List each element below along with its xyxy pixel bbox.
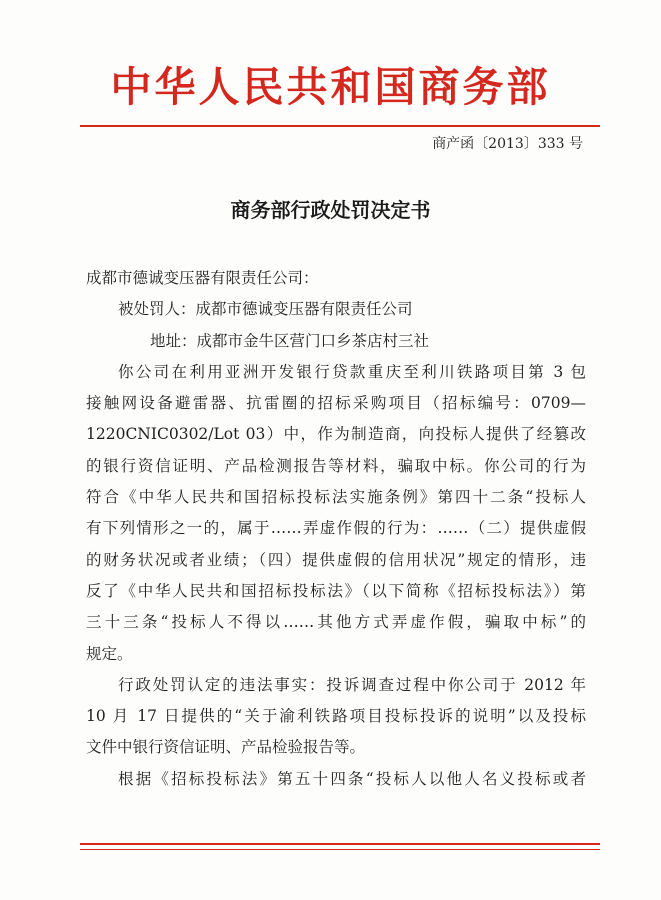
footer-red-rule-thin: [80, 849, 600, 850]
body-paragraph-line: 规定。: [86, 644, 133, 663]
body-paragraph-line: 接触网设备避雷器、抗雷圈的招标采购项目（招标编号：0709—: [86, 394, 586, 413]
body-paragraph-line: 符合《中华人民共和国招标投标法实施条例》第四十二条“投标人: [86, 488, 586, 507]
body-paragraph-line: 1220CNIC0302/Lot 03）中，作为制造商，向投标人提供了经篡改: [86, 425, 586, 444]
body-paragraph-line: 你公司在利用亚洲开发银行贷款重庆至利川铁路项目第 3 包: [118, 362, 586, 381]
ministry-header: 中华人民共和国商务部: [110, 63, 551, 111]
document-number: 商产函〔2013〕333 号: [432, 136, 583, 152]
basis-paragraph-line: 根据《招标投标法》第五十四条“投标人以他人名义投标或者: [118, 769, 586, 788]
body-paragraph-line: 有下列情形之一的，属于……弄虚作假的行为：……（二）提供虚假: [86, 519, 586, 538]
body-paragraph-line: 三十三条“投标人不得以……其他方式弄虚作假，骗取中标”的: [86, 613, 586, 632]
body-paragraph-line: 的财务状况或者业绩；（四）提供虚假的信用状况”规定的情形，违: [86, 550, 586, 569]
facts-paragraph-line: 行政处罚认定的违法事实：投诉调查过程中你公司于 2012 年: [118, 675, 586, 694]
document-body: [86, 263, 586, 795]
header-red-rule: [80, 125, 600, 127]
body-paragraph-line: 反了《中华人民共和国招标投标法》（以下简称《招标投标法》）第: [86, 581, 586, 600]
address-line: 地址：成都市金牛区营门口乡茶店村三社: [150, 331, 430, 350]
penalized-party-line: 被处罚人：成都市德诚变压器有限责任公司: [118, 300, 413, 319]
facts-paragraph-line: 10 月 17 日提供的“关于渝利铁路项目投标投诉的说明”以及投标: [86, 707, 586, 726]
document-title: 商务部行政处罚决定书: [230, 198, 431, 222]
facts-paragraph-line: 文件中银行资信证明、产品检验报告等。: [86, 738, 366, 757]
footer-red-rule: [80, 843, 600, 845]
body-paragraph-line: 的银行资信证明、产品检测报告等材料，骗取中标。你公司的行为: [86, 456, 586, 475]
addressee-line: 成都市德诚变压器有限责任公司：: [86, 269, 319, 287]
